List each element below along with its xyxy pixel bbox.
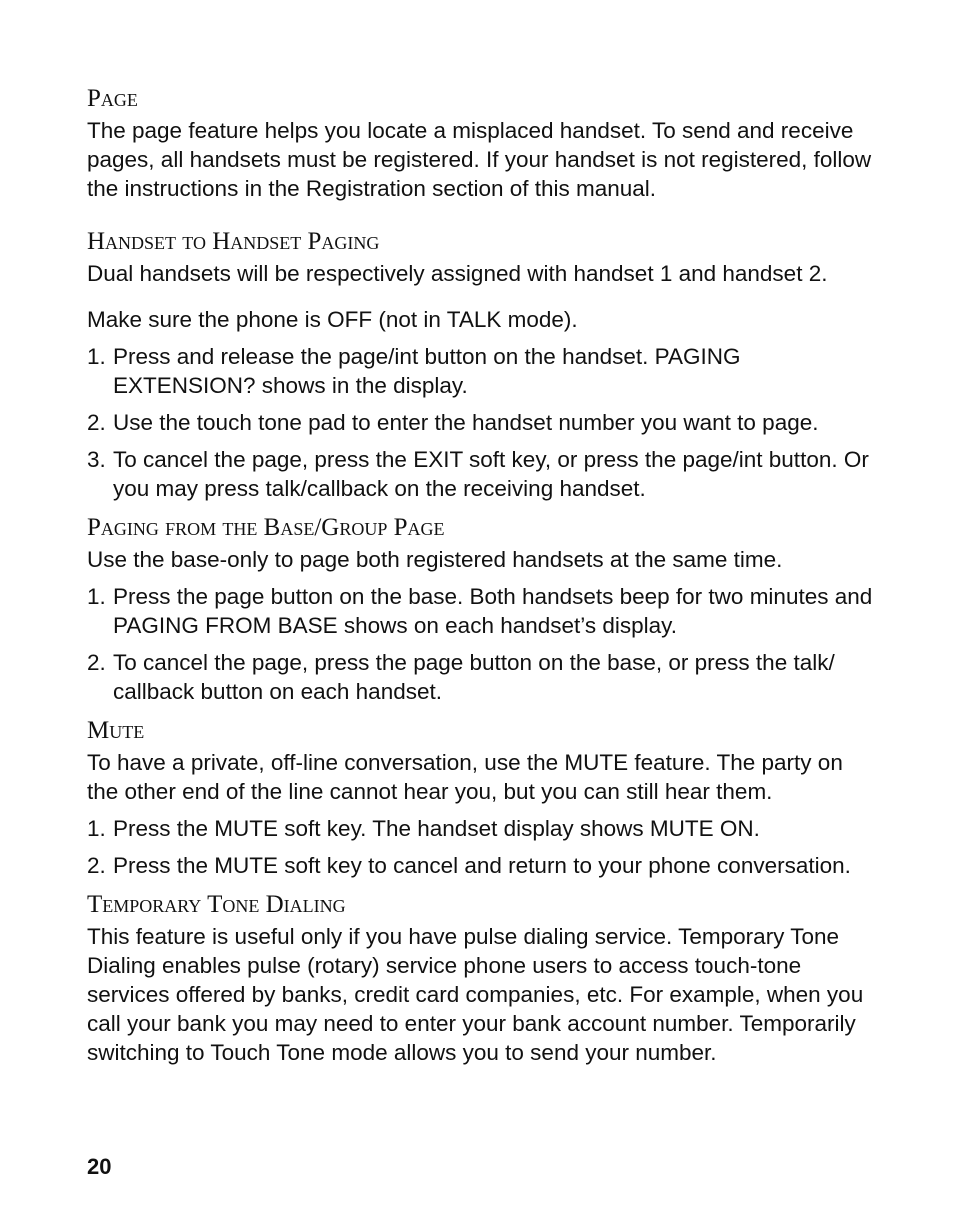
step-number: 2. xyxy=(87,650,106,675)
list-item xyxy=(87,582,877,640)
list-item xyxy=(87,342,877,400)
section-heading-handset-paging: Handset to Handset Paging xyxy=(87,228,380,255)
section-heading-mute: Mute xyxy=(87,717,145,744)
page-intro-paragraph: The page feature helps you locate a misplaced handset. To send and receive pages, all handsets must be registered. If your handset is not registered, follow the instructions in the Registration section of this manual. xyxy=(87,118,872,201)
list-item xyxy=(87,445,877,503)
section-heading-page: Page xyxy=(87,85,138,112)
section-heading-tone-dialing: Temporary Tone Dialing xyxy=(87,891,346,918)
list-item xyxy=(87,648,877,706)
step-text: Press the MUTE soft key to cancel and return to your phone conversation. xyxy=(113,853,851,878)
tone-dialing-paragraph: This feature is useful only if you have pulse dialing service. Temporary Tone Dialing enables pulse (rotary) service phone users to access touch-tone services offered by banks, credit card companies, etc. For example, when you call your bank you may need to enter your bank account number. Temporarily switching to Touch Tone mode allows you to send your number. xyxy=(87,924,864,1065)
list-item xyxy=(87,814,877,843)
step-text: To cancel the page, press the page button on the base, or press the talk/ callback button on each handset. xyxy=(113,650,835,704)
step-text: To cancel the page, press the EXIT soft key, or press the page/int button. Or you may press talk/callback on the receiving handset. xyxy=(113,447,869,501)
step-text: Use the touch tone pad to enter the handset number you want to page. xyxy=(113,410,819,435)
section-heading-base-paging: Paging from the Base/Group Page xyxy=(87,514,445,541)
mute-steps xyxy=(87,814,877,880)
manual-page xyxy=(87,82,877,1067)
step-text: Press the page button on the base. Both handsets beep for two minutes and PAGING FROM BASE shows on each handset’s display. xyxy=(113,584,873,638)
page-number: 20 xyxy=(87,1154,112,1179)
base-paging-steps xyxy=(87,582,877,706)
step-number: 1. xyxy=(87,344,106,369)
base-paging-paragraph: Use the base-only to page both registered handsets at the same time. xyxy=(87,547,783,572)
step-number: 1. xyxy=(87,816,106,841)
step-number: 3. xyxy=(87,447,106,472)
handset-paging-steps xyxy=(87,342,877,503)
mute-paragraph: To have a private, off-line conversation, use the MUTE feature. The party on the other end of the line cannot hear you, but you can still hear them. xyxy=(87,750,843,804)
step-number: 2. xyxy=(87,410,106,435)
handset-paging-paragraph-2: Make sure the phone is OFF (not in TALK mode). xyxy=(87,307,578,332)
step-text: Press the MUTE soft key. The handset display shows MUTE ON. xyxy=(113,816,760,841)
list-item xyxy=(87,408,877,437)
step-number: 1. xyxy=(87,584,106,609)
step-number: 2. xyxy=(87,853,106,878)
list-item xyxy=(87,851,877,880)
step-text: Press and release the page/int button on the handset. PAGING EXTENSION? shows in the display. xyxy=(113,344,741,398)
handset-paging-paragraph-1: Dual handsets will be respectively assigned with handset 1 and handset 2. xyxy=(87,261,828,286)
